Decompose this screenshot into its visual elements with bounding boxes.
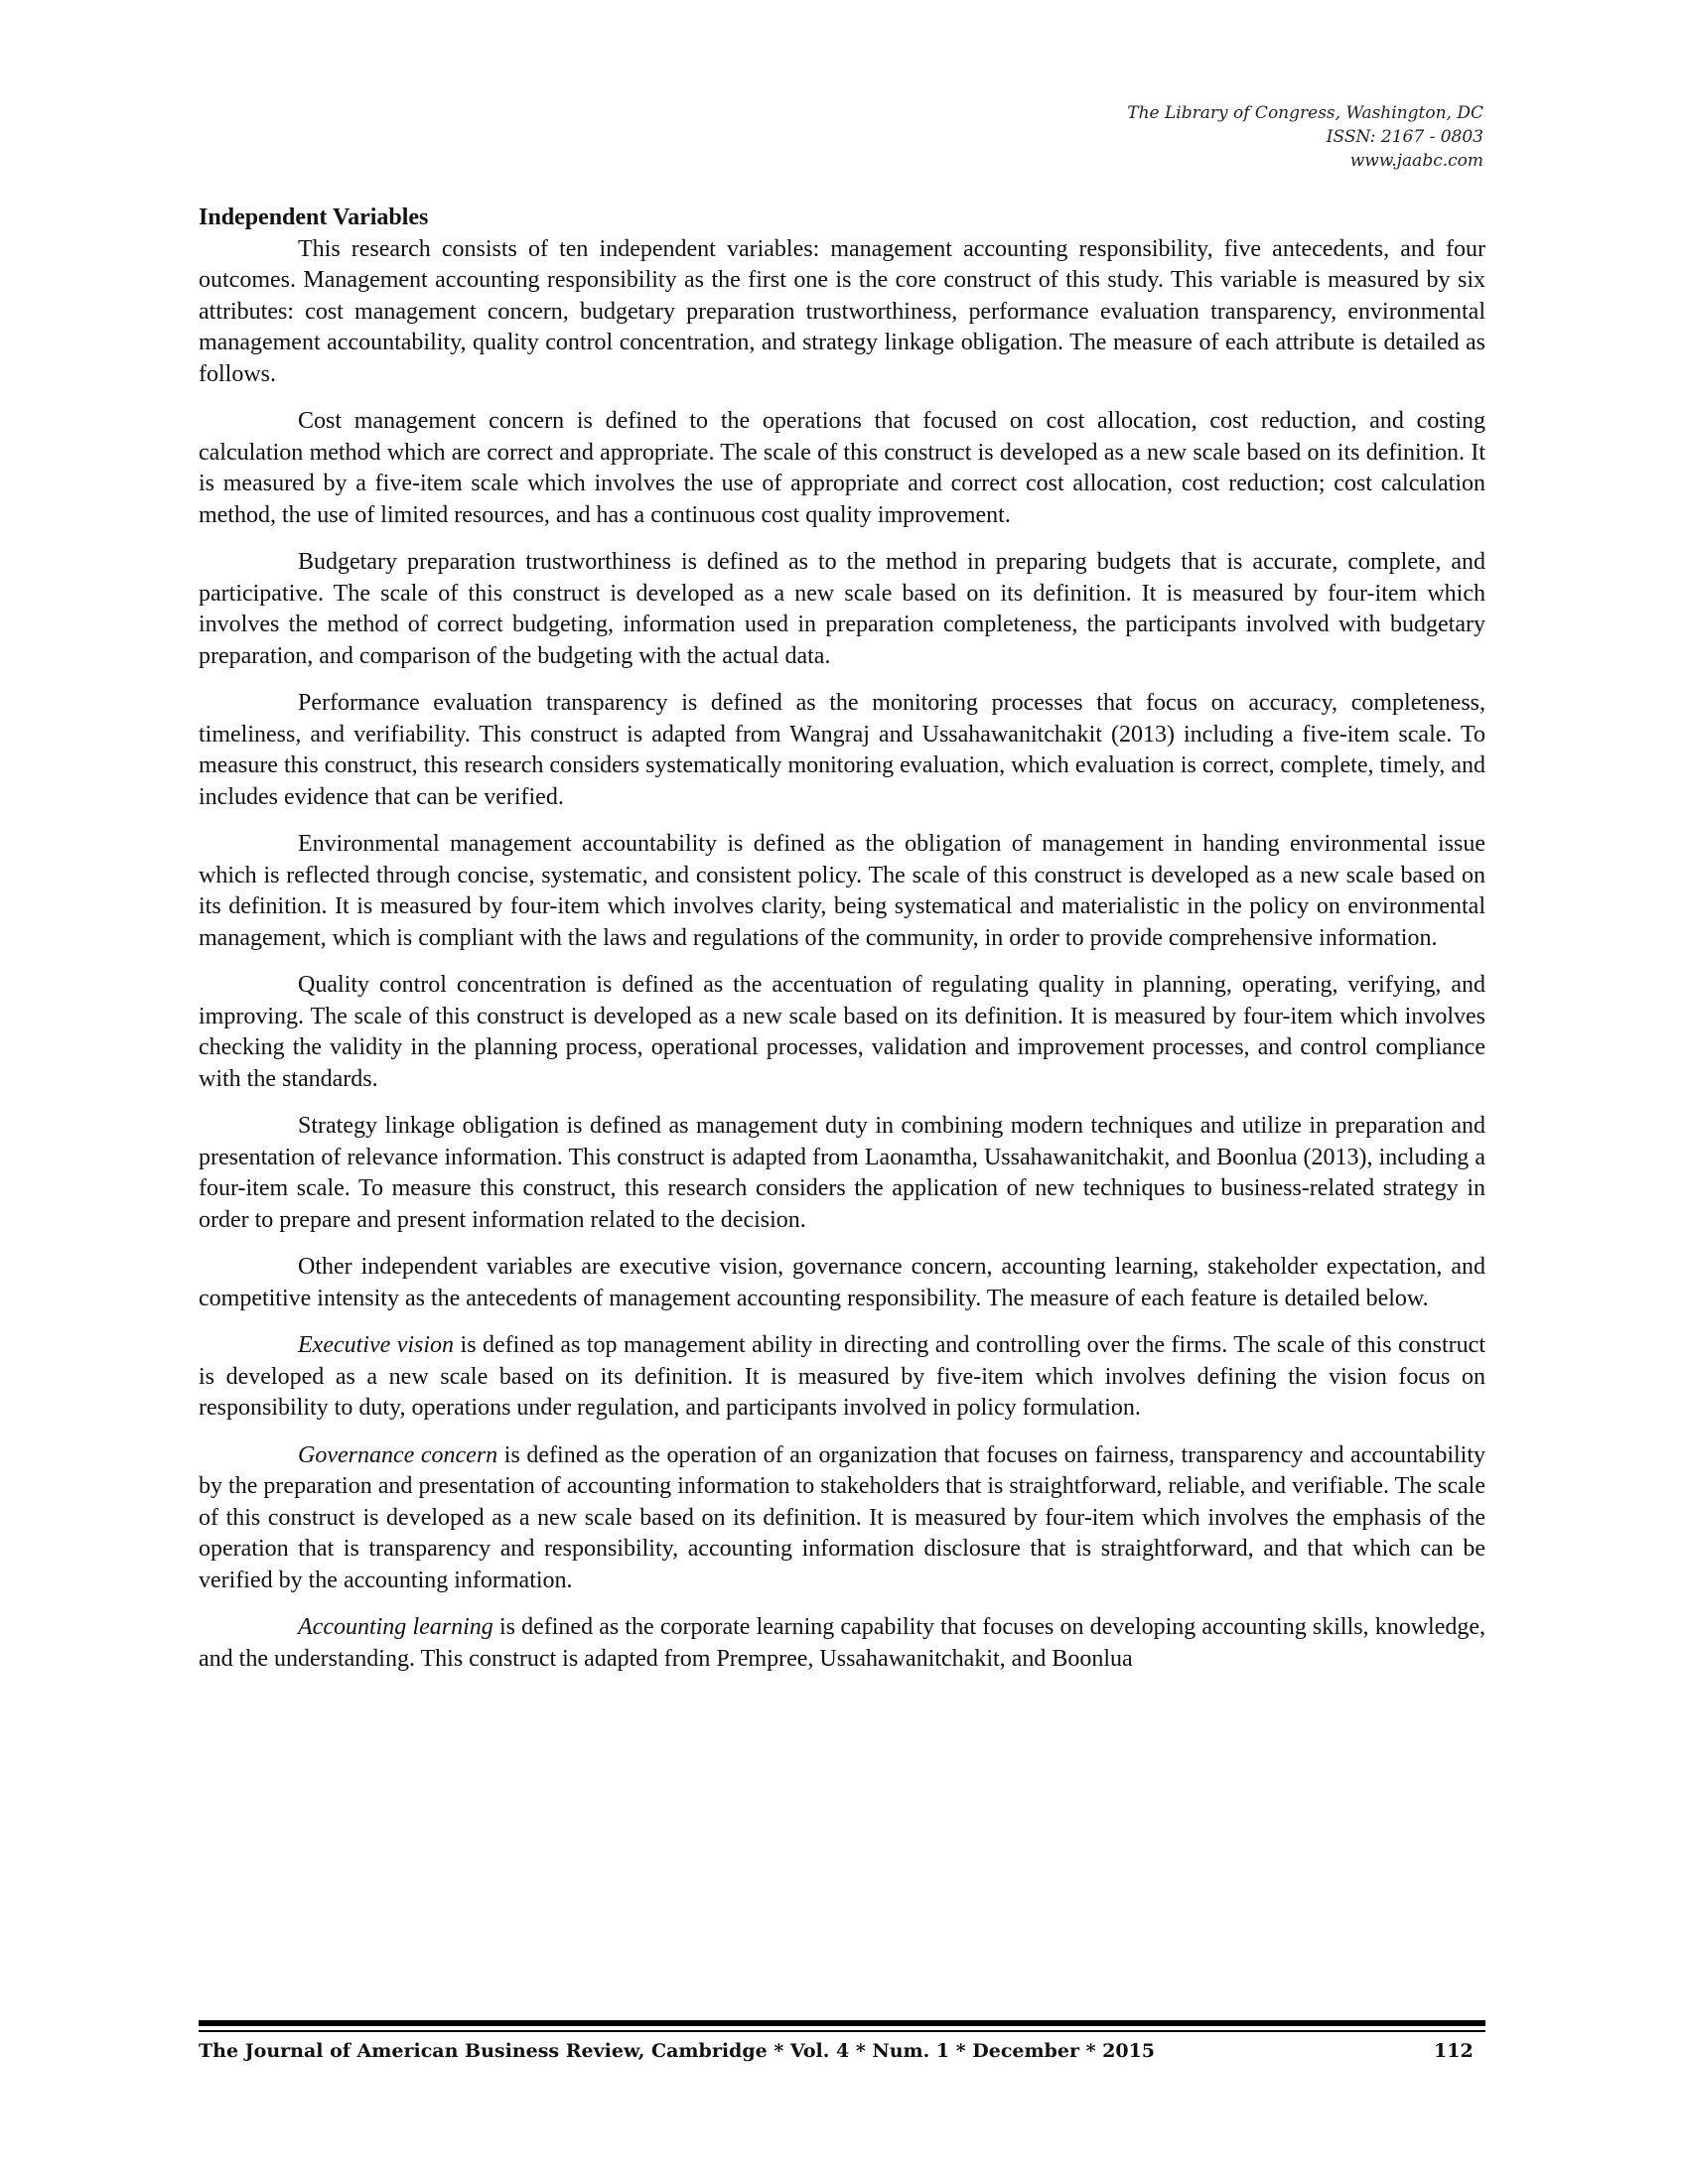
paragraph-quality-control: Quality control concentration is defined as the accentuation of regulating quality in planning, operating, verifying, and improving. The scale of this construct is developed as a new scale based on its definition. It is measured by four-item which involves checking the validity in the planning process, operational processes, validation and improvement processes, and control compliance with the standards. bbox=[199, 972, 1485, 1092]
footer-journal-citation: The Journal of American Business Review, Cambridge * Vol. 4 * Num. 1 * December * 2015 bbox=[199, 2040, 1156, 2062]
header-issn: ISSN: 2167 - 0803 bbox=[1326, 127, 1483, 147]
header-publisher: The Library of Congress, Washington, DC bbox=[1127, 103, 1483, 123]
running-header bbox=[888, 101, 1483, 173]
paragraph-intro: This research consists of ten independent variables: management accounting responsibility, five antecedents, and four outcomes. Management accounting responsibility as the first one is the core construct of this study. This variable is measured by six attributes: cost management concern, budgetary preparation trustworthiness, performance evaluation transparency, environmental management accountability, quality control concentration, and strategy linkage obligation. The measure of each attribute is detailed as follows. bbox=[199, 235, 1485, 387]
paragraph-executive-vision bbox=[199, 1330, 1485, 1425]
paragraph-executive-vision-text: is defined as top management ability in directing and controlling over the firms. The scale of this construct is developed as a new scale based on its definition. It is measured by five-item which involves defining the vision focus on responsibility to duty, operations under regulation, and participants involved in policy formulation. bbox=[199, 1332, 1485, 1421]
term-accounting-learning: Accounting learning bbox=[298, 1614, 493, 1640]
article-body bbox=[199, 203, 1485, 1675]
paragraph-strategy-linkage: Strategy linkage obligation is defined as management duty in combining modern techniques and utilize in preparation and presentation of relevance information. This construct is adapted from Laonamtha, Ussahawanitchakit, and Boonlua (2013), including a four-item scale. To measure this construct, this research considers the application of new techniques to business-related strategy in order to prepare and present information related to the decision. bbox=[199, 1113, 1485, 1233]
header-website: www.jaabc.com bbox=[1349, 151, 1483, 171]
term-governance-concern: Governance concern bbox=[298, 1441, 498, 1468]
paragraph-budgetary-preparation: Budgetary preparation trustworthiness is defined as to the method in preparing budgets that is accurate, complete, and participative. The scale of this construct is developed as a new scale based on its definition. It is measured by four-item which involves the method of correct budgeting, information used in preparation completeness, the participants involved with budgetary preparation, and comparison of the budgeting with the actual data. bbox=[199, 549, 1485, 669]
paragraph-performance-evaluation: Performance evaluation transparency is defined as the monitoring processes that focus on accuracy, completeness, timeliness, and verifiability. This construct is adapted from Wangraj and Ussahawanitchakit (2013) including a five-item scale. To measure this construct, this research considers systematically monitoring evaluation, which evaluation is correct, complete, timely, and includes evidence that can be verified. bbox=[199, 690, 1485, 810]
footer-rule-thin bbox=[199, 2030, 1485, 2032]
paragraph-governance-concern-text: is defined as the operation of an organization that focuses on fairness, transparency and accountability by the preparation and presentation of accounting information to stakeholders that is straightforward, reliable, and verifiable. The scale of this construct is developed as a new scale based on its definition. It is measured by four-item which involves the emphasis of the operation that is transparency and responsibility, accounting information disclosure that is straightforward, and that which can be verified by the accounting information. bbox=[199, 1441, 1486, 1593]
paragraph-other-variables: Other independent variables are executive vision, governance concern, accounting learning, stakeholder expectation, and competitive intensity as the antecedents of management accounting responsibility. The measure of each feature is detailed below. bbox=[199, 1254, 1485, 1311]
paragraph-cost-management: Cost management concern is defined to the operations that focused on cost allocation, cost reduction, and costing calculation method which are correct and appropriate. The scale of this construct is developed as a new scale based on its definition. It is measured by a five-item scale which involves the use of appropriate and correct cost allocation, cost reduction; cost calculation method, the use of limited resources, and has a continuous cost quality improvement. bbox=[199, 408, 1485, 528]
footer-rule-thick bbox=[199, 2020, 1485, 2026]
page-number: 112 bbox=[1434, 2040, 1474, 2062]
paragraph-governance-concern bbox=[199, 1440, 1485, 1597]
paragraph-environmental-management: Environmental management accountability is defined as the obligation of management in handing environmental issue which is reflected through concise, systematic, and consistent policy. The scale of this construct is developed as a new scale based on its definition. It is measured by four-item which involves clarity, being systematical and materialistic in the policy on environmental management, which is compliant with the laws and regulations of the community, in order to provide comprehensive information. bbox=[199, 831, 1485, 951]
section-heading: Independent Variables bbox=[199, 205, 429, 230]
paragraph-accounting-learning-text: is defined as the corporate learning capability that focuses on developing accounting skills, knowledge, and the understanding. This construct is adapted from Prempree, Ussahawanitchakit, and Boonlua bbox=[199, 1614, 1485, 1672]
paragraph-accounting-learning bbox=[199, 1612, 1485, 1675]
term-executive-vision: Executive vision bbox=[298, 1332, 455, 1358]
